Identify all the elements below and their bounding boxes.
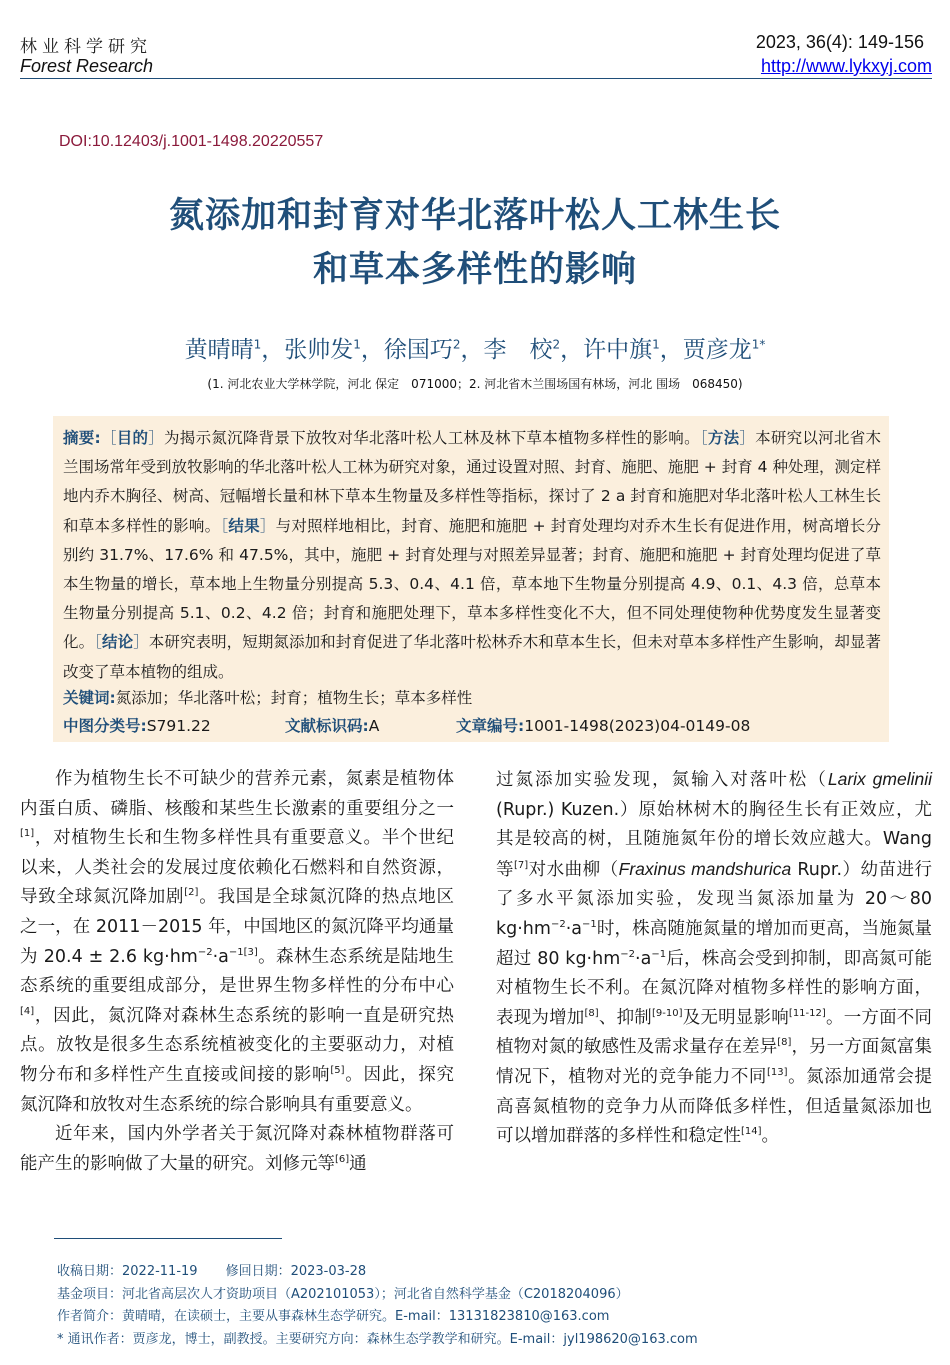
author-list: 黄晴晴$^1$，张帅发$^1$，徐国巧$^2$，李 校$^2$，许中旗$^1$，贾彦龙$^{1*}$ xyxy=(184,337,766,363)
keywords-line xyxy=(63,686,472,708)
classification-line xyxy=(63,714,881,736)
journal-website-link[interactable]: http://www.lykxyj.com xyxy=(760,56,932,76)
body-text: 。因此，探究氮沉降和放牧对生态系统的综合影响具有重要意义。 xyxy=(20,1064,455,1115)
received-date: 2022-11-19 xyxy=(122,1264,198,1279)
citation-link[interactable]: [6] xyxy=(335,1153,350,1165)
method-text: 本研究以河北省木兰围场常年受到放牧影响的华北落叶松人工林为研究对象，通过设置对照、封育、施肥、施肥 + 封育 4 种处理，测定样地内乔木胸径、树高、冠幅增长量和林下草本生物量及多样性等指标，探讨了 2 a 封育和施肥对华北落叶松人工林生长和草本多样性的影响。 xyxy=(63,429,881,535)
citation-link[interactable]: [7] xyxy=(514,859,529,871)
body-paragraph xyxy=(20,1120,454,1179)
footnote-fund: 基金项目：河北省高层次人才资助项目（A202101053）；河北省自然科学基金（C2018204096） xyxy=(57,1287,629,1302)
abstract-label: 摘要: xyxy=(63,429,101,447)
citation-link[interactable]: [11-12] xyxy=(788,1007,826,1019)
citation-link[interactable]: [9-10] xyxy=(652,1007,683,1019)
journal-name-cn: 林业科学研究 xyxy=(20,37,152,57)
author-affiliation-mark: 2 xyxy=(452,337,461,352)
doc-code: A xyxy=(368,717,380,735)
citation-link[interactable]: [1] xyxy=(20,828,35,840)
footnote-corresponding: * 通讯作者：贾彦龙，博士，副教授。主要研究方向：森林生态学教学和研究。E-mail：jyl198620@163.com xyxy=(57,1332,698,1347)
citation-link[interactable]: [3] xyxy=(243,946,258,958)
body-text: 作为植物生长不可缺少的营养元素，氮素是植物体内蛋白质、磷脂、核酸和某些生长激素的重要组分之一 xyxy=(20,769,454,819)
citation-link[interactable]: [8] xyxy=(777,1037,792,1049)
unit-exponent: −1 xyxy=(228,946,244,958)
body-text: 对水曲柳（ xyxy=(528,859,619,880)
footnote-dates xyxy=(57,1260,366,1279)
citation-link[interactable]: [13] xyxy=(766,1067,788,1079)
author-name: 许中旗 xyxy=(583,337,653,363)
unit-text: ·a xyxy=(565,918,582,939)
body-text: 时，株高随施氮量的增加而更高，当施氮量超过 80 kg·hm xyxy=(496,918,932,969)
purpose-label: 目的 xyxy=(116,429,149,447)
body-column-right xyxy=(496,765,932,1152)
body-text: 过氮添加实验发现，氮输入对落叶松（ xyxy=(496,770,828,790)
author-name: 贾彦龙 xyxy=(682,337,752,363)
purpose-text: 为揭示氮沉降背景下放牧对华北落叶松人工林及林下草本植物多样性的影响。 xyxy=(164,429,700,447)
footnote-author-bio: 作者简介：黄晴晴，在读硕士，主要从事森林生态学研究。E-mail：13131823810@163.com xyxy=(57,1309,610,1324)
doc-code-label: 文献标识码: xyxy=(285,717,369,735)
species-name: Larix gmelinii xyxy=(827,769,933,789)
author-name: 张帅发 xyxy=(284,337,354,363)
unit-text: ·a xyxy=(212,946,229,967)
body-paragraph xyxy=(20,765,454,1120)
body-text: 后，株高会受到抑制，即高氮可能对植物生长不利。在氮沉降对植物多样性的影响方面，表现为增加 xyxy=(496,948,933,1028)
author-name: 徐国巧 xyxy=(383,337,453,363)
body-text: 、抑制 xyxy=(598,1007,652,1028)
doi: DOI:10.12403/j.1001-1498.20220557 xyxy=(59,133,324,150)
revised-label: 修回日期： xyxy=(225,1264,291,1279)
body-column-left xyxy=(20,765,454,1179)
author-affiliation-mark: 1 xyxy=(253,337,262,352)
unit-exponent: −2 xyxy=(620,948,636,960)
article-title-line-1: 氮添加和封育对华北落叶松人工林生长 xyxy=(168,196,781,236)
body-text: 。 xyxy=(761,1126,780,1147)
body-text: 及无明显影响 xyxy=(682,1007,789,1028)
citation-link[interactable]: [8] xyxy=(584,1007,599,1019)
unit-exponent: −1 xyxy=(651,948,667,960)
author-affiliation-mark: 1 xyxy=(353,337,361,352)
body-text: (Rupr.) Kuzen.）原始林树木的胸径生长有正效应，尤其是较高的树，且随施氮年份的增长效应越大。Wang 等 xyxy=(496,799,932,880)
conclusion-text: 本研究表明，短期氮添加和封育促进了华北落叶松林乔木和草本生长，但未对草本多样性产生影响，却显著改变了草本植物的组成。 xyxy=(63,633,881,681)
article-no: 1001-1498(2023)04-0149-08 xyxy=(524,717,751,735)
clc-label: 中图分类号: xyxy=(63,717,147,735)
unit-text: ·a xyxy=(635,948,652,969)
abstract-text: 摘要:［目的］为揭示氮沉降背景下放牧对华北落叶松人工林及林下草本植物多样性的影响。［方法］本研究以河北省木兰围场常年受到放牧影响的华北落叶松人工林为研究对象，通过设置对照、封育、施肥、施肥 + 封育 4 种处理，测定样地内乔木胸径、树高、冠幅增长量和林下草本生物量及多样性等指标，探讨了 2 a 封育和施肥对华北落叶松人工林生长和草本多样性的影响。［结果］与对照样地相比，封育、施肥和施肥 + 封育处理均对乔木生长有促进作用，树高增长分别约 31.7%、17.6% 和 47.5%，其中，施肥 + 封育处理与对照差异显著；封育、施肥和施肥 + 封育处理均促进了草本生物量的增长，草本地上生物量分别提高 5.3、0.4、4.1 倍，草本地下生物量分别提高 4.9、0.1、4.3 倍，总草本生物量分别提高 5.1、0.2、4.2 倍；封育和施肥处理下，草本多样性变化不大，但不同处理使物种优势度发生显著变化。［结论］本研究表明，短期氮添加和封育促进了华北落叶松林乔木和草本生长，但未对草本多样性产生影响，却显著改变了草本植物的组成。 xyxy=(63,429,881,681)
body-text: ，另一方面氮富集情况下，植物对光的竞争能力不同 xyxy=(496,1037,932,1087)
author-affiliation-mark: 2 xyxy=(552,337,561,352)
body-text: ，对植物生长和生物多样性具有重要意义。半个世纪以来，人类社会的发展过度依赖化石燃料和自然资源，导致全球氮沉降加剧 xyxy=(20,828,454,908)
author-affiliation-mark: 1* xyxy=(751,337,766,352)
header-divider xyxy=(20,78,932,79)
body-paragraph xyxy=(496,765,932,1152)
body-text: Rupr.）幼苗进行了多水平氮添加实验，发现当氮添加量为 20～80 kg·hm xyxy=(496,859,933,939)
article-no-label: 文章编号: xyxy=(456,717,525,735)
body-text: ，因此，氮沉降对森林生态系统的影响一直是研究热点。放牧是很多生态系统植被变化的主要驱动力，对植物分布和多样性产生直接或间接的影响 xyxy=(20,1005,454,1085)
affiliations: (1. 河北农业大学林学院，河北 保定 071000；2. 河北省木兰围场国有林场，河北 围场 068450) xyxy=(207,377,743,391)
unit-exponent: −2 xyxy=(197,946,213,958)
keywords-label: 关键词: xyxy=(63,689,116,707)
body-text: 。我国是全球氮沉降的热点地区之一，在 2011－2015 年，中国地区的氮沉降平均通量为 20.4 ± 2.6 kg·hm xyxy=(20,887,454,967)
unit-exponent: −1 xyxy=(582,919,597,931)
method-label: 方法 xyxy=(707,429,740,447)
author-affiliation-mark: 1 xyxy=(652,337,660,352)
article-title-line-2: 和草本多样性的影响 xyxy=(312,250,637,290)
citation-link[interactable]: [14] xyxy=(741,1126,762,1138)
citation-link[interactable]: [5] xyxy=(330,1065,345,1077)
author-name: 李 校 xyxy=(483,337,553,363)
body-text: 。一方面不同植物对氮的敏感性及需求量存在差异 xyxy=(496,1007,933,1058)
result-text: 与对照样地相比，封育、施肥和施肥 + 封育处理均对乔木生长有促进作用，树高增长分别约 31.7%、17.6% 和 47.5%，其中，施肥 + 封育处理与对照差异显著；封育、施肥和施肥 + 封育处理均促进了草本生物量的增长，草本地上生物量分别提高 5.3、0.4、4.1 倍，草本地下生物量分别提高 4.9、0.1、4.3 倍，总草本生物量分别提高 5.1、0.2、4.2 倍；封育和施肥处理下，草本多样性变化不大，但不同处理使物种优势度发生显著变化。 xyxy=(63,516,881,652)
received-label: 收稿日期： xyxy=(57,1264,123,1279)
result-label: 结果 xyxy=(228,516,260,535)
conclusion-label: 结论 xyxy=(102,633,134,652)
unit-exponent: −2 xyxy=(550,919,566,931)
keywords: 氮添加；华北落叶松；封育；植物生长；草本多样性 xyxy=(115,689,473,707)
body-text: 通 xyxy=(349,1153,367,1174)
body-text: 。氮添加通常会提高喜氮植物的竞争力从而降低多样性，但适量氮添加也可以增加群落的多样性和稳定性 xyxy=(496,1066,933,1147)
citation-link[interactable]: [2] xyxy=(184,887,199,899)
body-text: 。森林生态系统是陆地生态系统的重要组成部分，是世界生物多样性的分布中心 xyxy=(20,946,455,997)
revised-date: 2023-03-28 xyxy=(290,1264,367,1279)
author-name: 黄晴晴 xyxy=(184,337,254,363)
body-text: 近年来，国内外学者关于氮沉降对森林植物群落可能产生的影响做了大量的研究。刘修元等 xyxy=(20,1124,454,1174)
citation-link[interactable]: [4] xyxy=(20,1005,35,1017)
species-name: Fraxinus mandshurica xyxy=(618,858,792,879)
footnote-divider xyxy=(54,1238,282,1239)
issue-info: 2023, 36(4): 149-156 xyxy=(755,32,924,52)
clc-code: S791.22 xyxy=(146,717,211,735)
journal-name-en: Forest Research xyxy=(20,56,154,76)
